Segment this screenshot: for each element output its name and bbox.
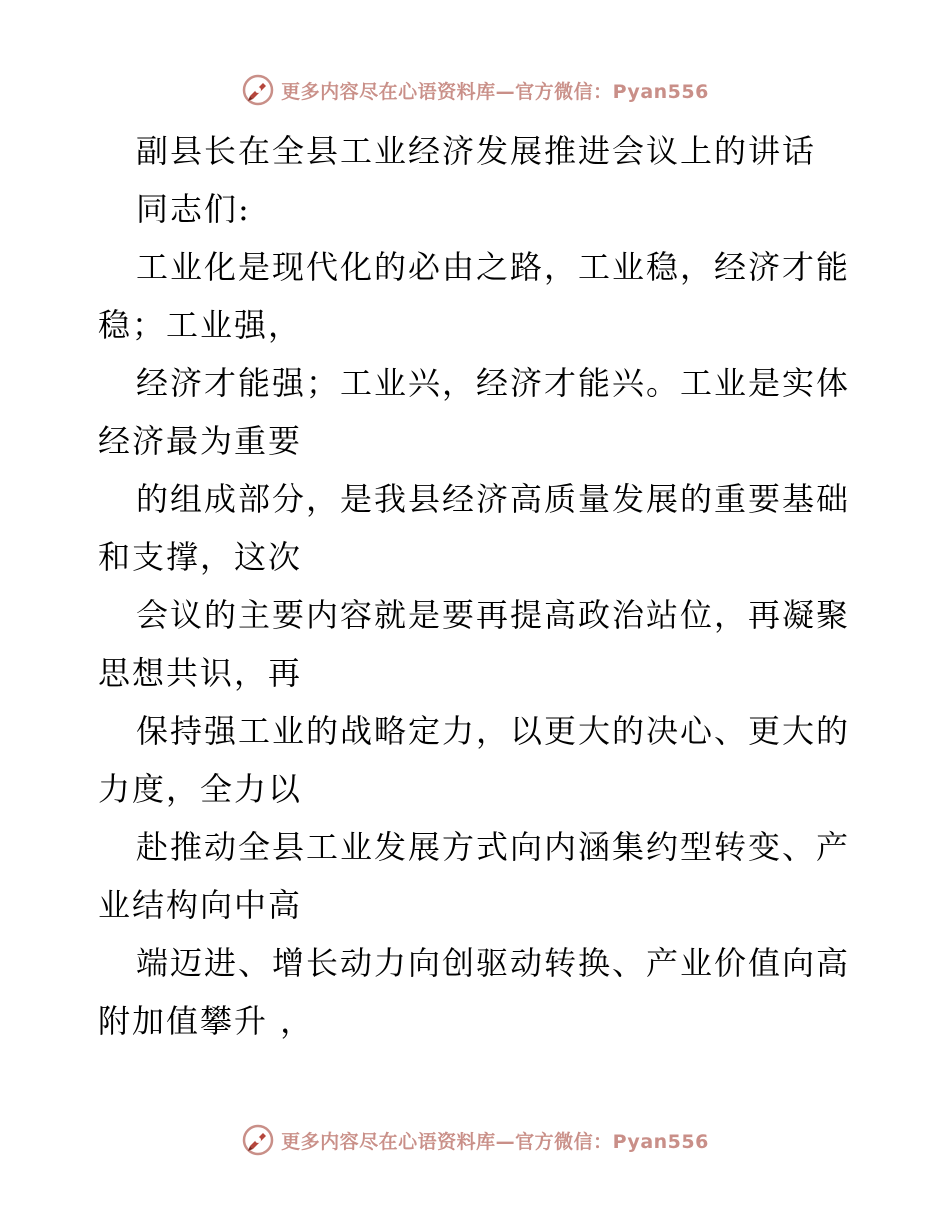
text-line: 工业化是现代化的必由之路，工业稳，经济才能 [136, 248, 851, 286]
pen-logo-icon [241, 1123, 275, 1157]
paragraph [98, 238, 858, 1050]
text-line: 力度，全力以 [98, 770, 303, 808]
text-line: 赴推动全县工业发展方式向内涵集约型转变、产 [136, 828, 851, 866]
pen-logo-icon [241, 73, 275, 107]
text-line: 业结构向中高 [98, 886, 303, 924]
text-line: 和支撑，这次 [98, 538, 303, 576]
text-line: 端迈进、增长动力向创驱动转换、产业价值向高 [136, 944, 851, 982]
watermark-text: 更多内容尽在心语资料库—官方微信：Pyan556 [281, 1130, 709, 1153]
text-line: 经济最为重要 [98, 422, 303, 460]
text-line: 经济才能强；工业兴，经济才能兴。工业是实体 [136, 364, 851, 402]
text-line: 会议的主要内容就是要再提高政治站位，再凝聚 [136, 596, 851, 634]
watermark-banner-top [0, 72, 950, 108]
text-line: 的组成部分，是我县经济高质量发展的重要基础 [136, 480, 851, 518]
text-line: 保持强工业的战略定力，以更大的决心、更大的 [136, 712, 851, 750]
document-title: 副县长在全县工业经济发展推进会议上的讲话 [136, 132, 817, 170]
text-line: 附加值攀升 ， [98, 1002, 315, 1040]
document-body [98, 122, 858, 1050]
watermark-banner-bottom [0, 1122, 950, 1158]
text-line: 稳；工业强， [98, 306, 303, 344]
salutation: 同志们: [136, 190, 251, 228]
watermark-text: 更多内容尽在心语资料库—官方微信：Pyan556 [281, 80, 709, 103]
text-line: 思想共识，再 [98, 654, 303, 692]
